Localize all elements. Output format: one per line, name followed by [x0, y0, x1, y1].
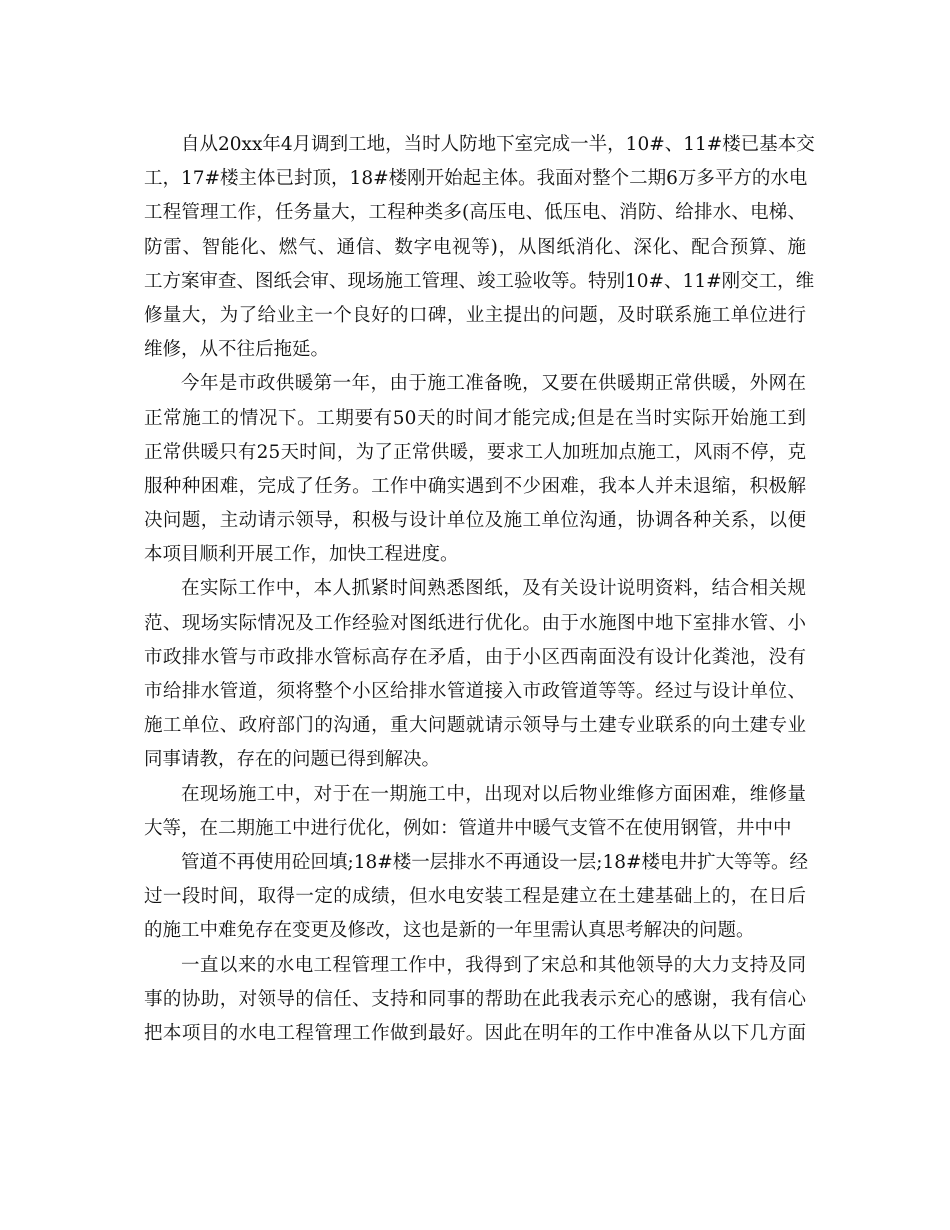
text-line: 正常供暖只有25天时间，为了正常供暖，要求工人加班加点施工，风雨不停，克 — [144, 441, 806, 463]
text-line: 的施工中难免存在变更及修改，这也是新的一年里需认真思考解决的问题。 — [144, 920, 755, 942]
text-line: 范、现场实际情况及工作经验对图纸进行优化。由于水施图中地下室排水管、小 — [144, 612, 806, 634]
text-line: 修量大，为了给业主一个良好的口碑，业主提出的问题，及时联系施工单位进行 — [144, 304, 806, 326]
text-line: 一直以来的水电工程管理工作中，我得到了宋总和其他领导的大力支持及同 — [181, 954, 806, 976]
text-line: 在现场施工中，对于在一期施工中，出现对以后物业维修方面困难，维修量 — [181, 783, 806, 805]
paragraph — [144, 949, 806, 1052]
text-line: 今年是市政供暖第一年，由于施工准备晚，又要在供暖期正常供暖，外网在 — [181, 373, 806, 395]
text-line: 市给排水管道，须将整个小区给排水管道接入市政管道等等。经过与设计单位、 — [144, 681, 806, 702]
text-line: 本项目顺利开展工作，加快工程进度。 — [144, 544, 459, 566]
paragraph — [144, 572, 806, 777]
text-line: 把本项目的水电工程管理工作做到最好。因此在明年的工作中准备从以下几方面 — [144, 1022, 806, 1044]
text-line: 同事请教，存在的问题已得到解决。 — [144, 749, 441, 771]
paragraph — [144, 367, 806, 572]
text-line: 正常施工的情况下。工期要有50天的时间才能完成;但是在当时实际开始施工到 — [144, 407, 806, 429]
text-line: 管道不再使用砼回填;18#楼一层排水不再通设一层;18#楼电井扩大等等。经 — [181, 851, 809, 873]
paragraph — [144, 128, 815, 367]
text-line: 市政排水管与市政排水管标高存在矛盾，由于小区西南面没有设计化粪池，没有 — [144, 646, 806, 668]
text-line: 防雷、智能化、燃气、通信、数字电视等)，从图纸消化、深化、配合预算、施 — [144, 236, 806, 258]
text-line: 维修，从不往后拖延。 — [144, 339, 330, 361]
text-line: 过一段时间，取得一定的成绩，但水电安装工程是建立在土建基础上的，在日后 — [144, 886, 806, 908]
text-line: 自从20xx年4月调到工地，当时人防地下室完成一半，10#、11#楼已基本交 — [181, 134, 815, 155]
text-line: 在实际工作中，本人抓紧时间熟悉图纸，及有关设计说明资料，结合相关规 — [181, 578, 806, 600]
text-line: 大等，在二期施工中进行优化，例如：管道井中暖气支管不在使用钢管，井中中 — [144, 817, 792, 839]
text-line: 决问题，主动请示领导，积极与设计单位及施工单位沟通，协调各种关系，以便 — [144, 510, 806, 532]
paragraph — [144, 846, 809, 949]
text-line: 施工单位、政府部门的沟通，重大问题就请示领导与土建专业联系的向土建专业 — [144, 715, 806, 737]
text-line: 事的协助，对领导的信任、支持和同事的帮助在此我表示充心的感谢，我有信心 — [144, 988, 806, 1010]
text-line: 工程管理工作，任务量大，工程种类多(高压电、低压电、消防、给排水、电梯、 — [144, 202, 806, 224]
text-line: 工，17#楼主体已封顶，18#楼刚开始起主体。我面对整个二期6万多平方的水电 — [144, 168, 808, 190]
text-line: 服种种困难，完成了任务。工作中确实遇到不少困难，我本人并未退缩，积极解 — [144, 475, 806, 497]
text-line: 工方案审查、图纸会审、现场施工管理、竣工验收等。特别10#、11#刚交工，维 — [144, 270, 815, 292]
document-body — [144, 128, 815, 1051]
paragraph — [144, 778, 806, 846]
